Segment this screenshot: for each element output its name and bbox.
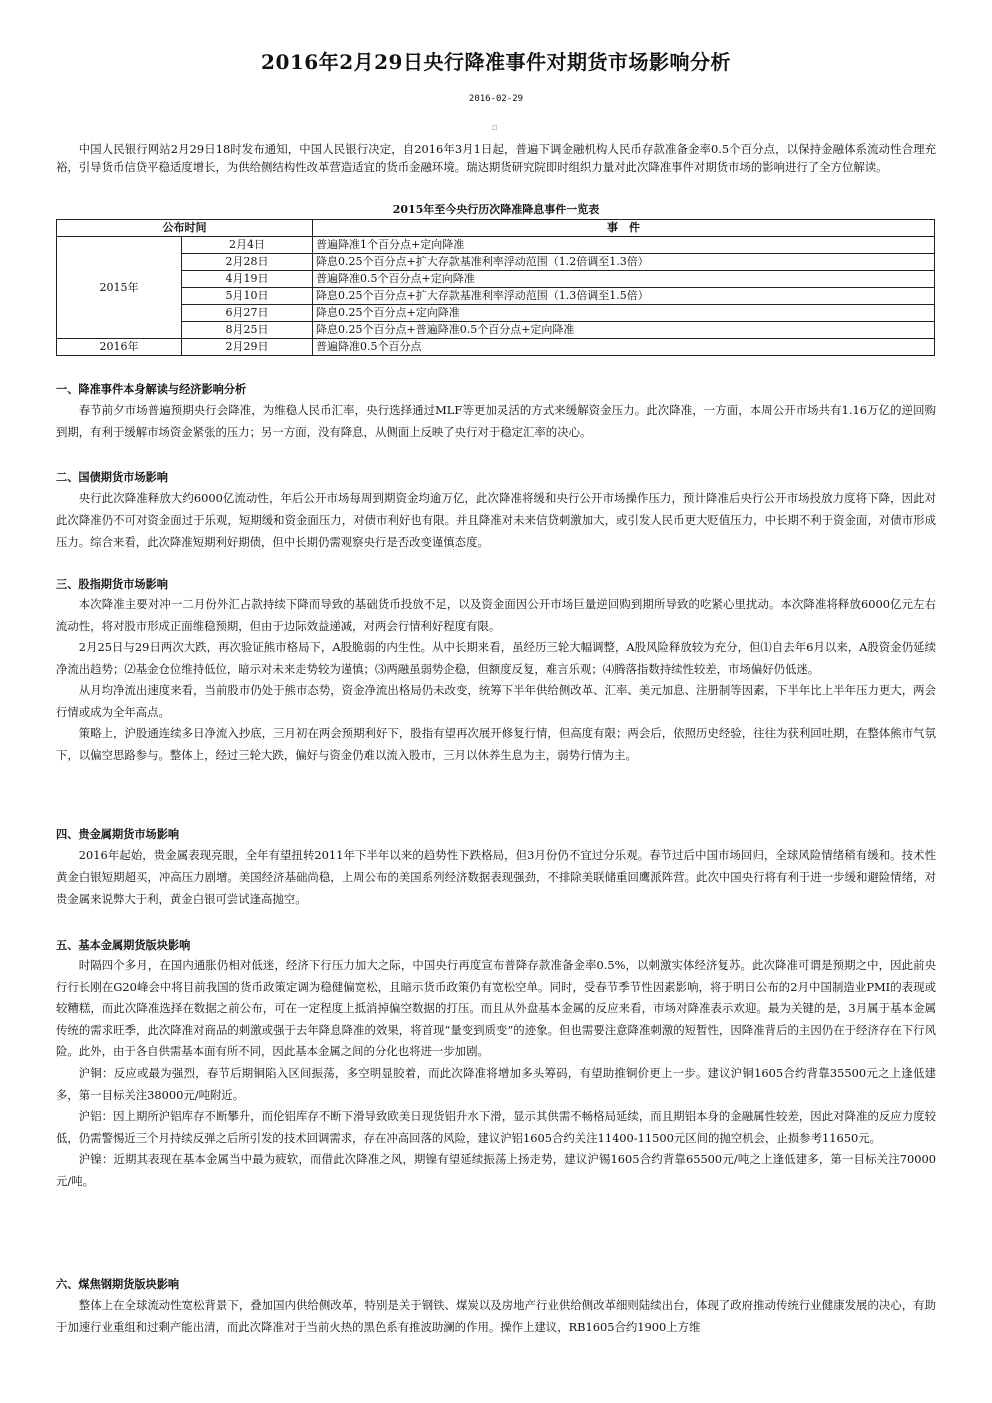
- table-event-cell: 降息0.25个百分点+普遍降准0.5个百分点+定向降准: [313, 322, 935, 339]
- table-event-cell: 普遍降准0.5个百分点+定向降准: [313, 271, 935, 288]
- table-row: [57, 339, 935, 356]
- section-heading: 六、煤焦钢期货版块影响: [56, 1278, 180, 1291]
- table-event-cell: 降息0.25个百分点+扩大存款基准利率浮动范围（1.3倍调至1.5倍）: [313, 288, 935, 305]
- section-paragraph: 策略上，沪股通连续多日净流入抄底，三月初在两会预期利好下，股指有望再次展开修复行情，但高度有限；两会后，依照历史经验，往往为获利回吐期，在整体熊市气氛下，以偏空思路参与。整体上，经过三轮大跌，偏好与资金仍难以流入股市，三月以休养生息为主，弱势行情为主。: [56, 726, 936, 762]
- section-3: [56, 576, 936, 766]
- section-paragraph: 时隔四个多月，在国内通胀仍相对低迷，经济下行压力加大之际，中国央行再度宣布普降存款准备金率0.5%，以刺激实体经济复苏。此次降准可谓是预期之中，因此前央行行长刚在G20峰会中将目前我国的货币政策定调为稳健偏宽松，且暗示货币政策仍有宽松空单。同时，受春节季节性因素影响，将于明日公布的2月中国制造业PMI的表现或较糟糕，而此次降准选择在数据之前公布，可在一定程度上抵消掉偏空数据的打压。而且从外盘基本金属的反应来看，市场对降准表示欢迎。最为关键的是，3月属于基本金属传统的需求旺季，此次降准对商品的刺激或强于去年降息降准的效果，将首现“量变到质变”的迹象。但也需要注意降准刺激的短暂性，因降准背后的主因仍在于经济存在下行风险。此外，由于各自供需基本面有所不同，因此基本金属之间的分化也将进一步加剧。: [56, 958, 936, 1059]
- table-event-cell: 降息0.25个百分点+扩大存款基准利率浮动范围（1.2倍调至1.3倍）: [313, 254, 935, 271]
- document-date: 2016-02-29: [468, 94, 524, 104]
- table-date-cell: 6月27日: [182, 305, 313, 322]
- table-date-cell: 4月19日: [182, 271, 313, 288]
- table-year-cell: 2016年: [57, 339, 182, 356]
- table-row: [57, 288, 935, 305]
- table-event-cell: 降息0.25个百分点+定向降准: [313, 305, 935, 322]
- section-2: [56, 469, 936, 553]
- section-paragraph: 沪铜：反应或最为强烈，春节后期铜陷入区间振荡，多空明显胶着，而此次降准将增加多头筹码，有望助推铜价更上一步。建议沪铜1605合约背靠35500元之上逢低建多，第一目标关注38000元/吨附近。: [56, 1065, 936, 1102]
- table-header-time: 公布时间: [57, 220, 313, 237]
- section-heading: 五、基本金属期货版块影响: [56, 939, 191, 952]
- section-6: [56, 1276, 936, 1338]
- table-title: 2015年至今央行历次降准降息事件一览表: [392, 203, 600, 216]
- table-date-cell: 8月25日: [182, 322, 313, 339]
- section-paragraph: 沪铝：因上期所沪铝库存不断攀升，而伦铝库存不断下滑导致欧美日现货铝升水下滑，显示其供需不畅格局延续，而且期铝本身的金融属性较差，因此对降准的反应力度较低，仍需警惕近三个月持续反弹之后所引发的技术回调需求，存在冲高回落的风险，建议沪铝1605合约关注11400-11500元区间的抛空机会，止损参考11650元。: [56, 1109, 936, 1145]
- table-date-cell: 5月10日: [182, 288, 313, 305]
- section-paragraph: 央行此次降准释放大约6000亿流动性，年后公开市场每周到期资金均逾万亿，此次降准将缓和央行公开市场操作压力，预计降准后央行公开市场投放力度将下降，因此对此次降准仍不可对资金面过于乐观，短期缓和资金面压力，对债市利好也有限。并且降准对未来信贷刺激加大，或引发人民币更大贬值压力，中长期不利于资金面，对债市形成压力。综合来看，此次降准短期利好期债，但中长期仍需观察央行是否改变谨慎态度。: [56, 491, 936, 549]
- section-5: [56, 937, 936, 1193]
- table-row: [57, 254, 935, 271]
- table-row: [57, 322, 935, 339]
- table-event-cell: 普遍降准0.5个百分点: [313, 339, 935, 356]
- section-paragraph: 春节前夕市场普遍预期央行会降准，为维稳人民币汇率，央行选择通过MLF等更加灵活的方式来缓解资金压力。此次降准，一方面，本周公开市场共有1.16万亿的逆回购到期，有利于缓解市场资金紧张的压力；另一方面，没有降息，从侧面上反映了央行对于稳定汇率的决心。: [56, 403, 936, 439]
- intro-paragraph: 中国人民银行网站2月29日18时发布通知，中国人民银行决定，自2016年3月1日起，普遍下调金融机构人民币存款准备金率0.5个百分点，以保持金融体系流动性合理充裕，引导货币信贷平稳适度增长，为供给侧结构性改革营造适宜的货币金融环境。瑞达期货研究院即时组织力量对此次降准事件对期货市场的影响进行了全方位解读。: [56, 142, 936, 174]
- table-row: [57, 305, 935, 322]
- section-paragraph: 本次降准主要对冲一二月份外汇占款持续下降而导致的基础货币投放不足，以及资金面因公开市场巨量逆回购到期所导致的吃紧心里扰动。本次降准将释放6000亿元左右流动性，将对股市形成正面维稳预期，但由于边际效益递减，对两会行情利好程度有限。: [56, 597, 936, 633]
- section-heading: 三、股指期货市场影响: [56, 578, 168, 591]
- stray-mark: □: [492, 124, 498, 131]
- table-event-cell: 普遍降准1个百分点+定向降准: [313, 237, 935, 254]
- section-heading: 二、国债期货市场影响: [56, 471, 168, 484]
- section-heading: 一、降准事件本身解读与经济影响分析: [56, 383, 247, 396]
- table-date-cell: 2月29日: [182, 339, 313, 356]
- section-heading: 四、贵金属期货市场影响: [56, 828, 180, 841]
- section-paragraph: 2016年起始，贵金属表现亮眼，全年有望扭转2011年下半年以来的趋势性下跌格局，但3月份仍不宜过分乐观。春节过后中国市场回归，全球风险情绪稍有缓和。技术性黄金白银短期超买，冲高压力剧增。美国经济基础尚稳，上周公布的美国系列经济数据表现强劲，不排除美联储重回鹰派阵营。此次中国央行将有利于进一步缓和避险情绪，对贵金属来说弊大于利，黄金白银可尝试逢高抛空。: [56, 848, 936, 906]
- table-row: [57, 237, 935, 254]
- section-paragraph: 整体上在全球流动性宽松背景下，叠加国内供给侧改革，特别是关于钢铁、煤炭以及房地产行业供给侧改革细则陆续出台，体现了政府推动传统行业健康发展的决心，有助于加速行业重组和过剩产能出清，而此次降准对于当前火热的黑色系有推波助澜的作用。操作上建议，RB1605合约1900上方维: [56, 1298, 936, 1334]
- section-4: [56, 826, 936, 910]
- document-title: 2016年2月29日央行降准事件对期货市场影响分析: [261, 50, 731, 74]
- table-date-cell: 2月28日: [182, 254, 313, 271]
- events-table: [56, 219, 935, 356]
- table-date-cell: 2月4日: [182, 237, 313, 254]
- table-year-cell: 2015年: [57, 237, 182, 339]
- table-header-event: 事 件: [313, 220, 935, 237]
- section-paragraph: 沪镍：近期其表现在基本金属当中最为疲软，而借此次降准之风，期镍有望延续振荡上扬走势，建议沪锡1605合约背靠65500元/吨之上逢低建多，第一目标关注70000元/吨。: [56, 1152, 936, 1188]
- section-1: [56, 381, 936, 443]
- section-paragraph: 从月均净流出速度来看，当前股市仍处于熊市态势，资金净流出格局仍未改变，统筹下半年供给侧改革、汇率、美元加息、注册制等因素，下半年比上半年压力更大，两会行情或成为全年高点。: [56, 683, 936, 719]
- intro-block: [56, 140, 936, 176]
- table-header-row: [57, 220, 935, 237]
- table-row: [57, 271, 935, 288]
- section-paragraph: 2月25日与29日两次大跌，再次验证熊市格局下，A股脆弱的内生性。从中长期来看，虽经历三轮大幅调整，A股风险释放较为充分，但⑴自去年6月以来，A股资金仍延续净流出趋势；⑵基金仓位维持低位，暗示对未来走势较为谨慎；⑶两融虽弱势企稳，但额度反复，难言乐观；⑷腾落指数持续性较差，市场偏好仍低迷。: [56, 640, 936, 676]
